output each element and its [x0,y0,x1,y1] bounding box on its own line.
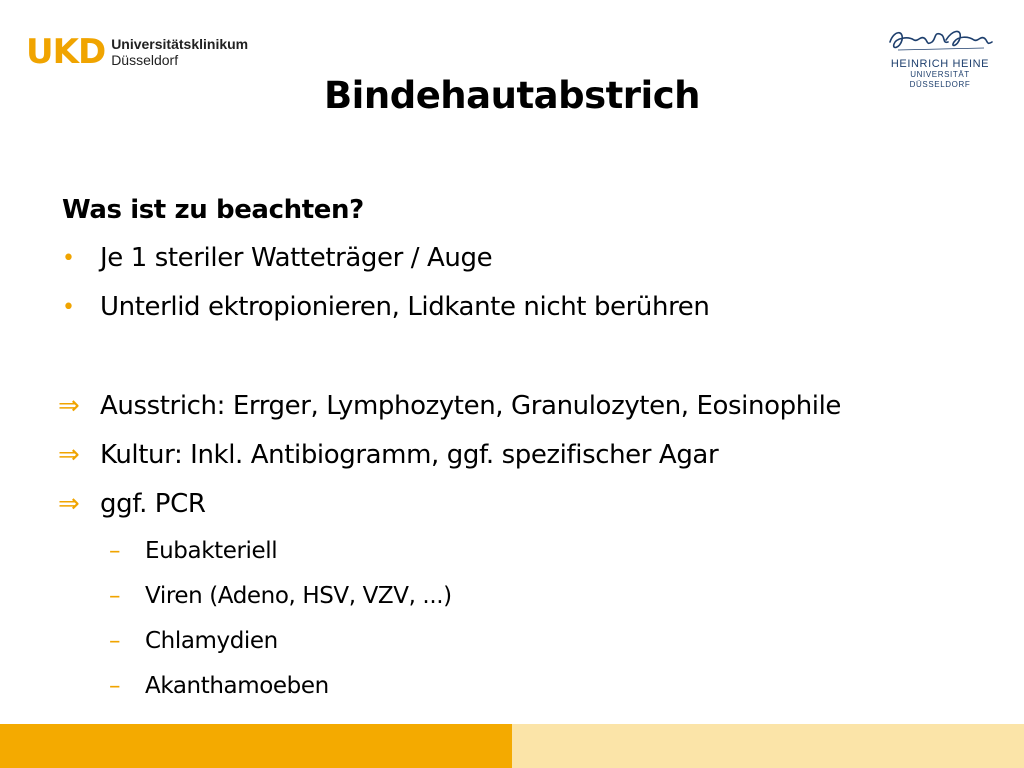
ukd-logo-line2: Düsseldorf [111,52,179,68]
hhu-logo-subtitle: UNIVERSITÄT DÜSSELDORF [909,70,971,89]
bullet-item [62,234,1002,283]
sub-item [62,529,1002,574]
dash-icon: – [109,628,121,654]
bullet-text: Je 1 steriler Watteträger / Auge [100,243,493,273]
hhu-signature-icon [884,24,996,58]
sub-item-text: Akanthamoeben [145,673,329,699]
ukd-logo-mark: UKD [26,32,106,72]
ukd-logo-line1: Universitätsklinikum [111,36,249,52]
sub-item [62,619,1002,664]
bullet-item [62,283,1002,332]
double-arrow-icon: ⇒ [58,440,80,470]
ukd-logo-text [111,36,248,68]
slide-content [58,186,1002,709]
double-arrow-icon: ⇒ [58,489,80,519]
implication-item [58,382,1002,431]
implication-text: ggf. PCR [100,489,206,519]
sub-item [62,574,1002,619]
section-heading: Was ist zu beachten? [62,195,364,225]
implication-item [58,431,1002,480]
sub-item [62,664,1002,709]
implication-text: Ausstrich: Errger, Lymphozyten, Granulozyten, Eosinophile [100,391,842,421]
bullet-text: Unterlid ektropionieren, Lidkante nicht berühren [100,292,710,322]
bullet-icon: • [62,295,75,320]
slide-title: Bindehautabstrich [323,74,700,117]
dash-icon: – [109,538,121,564]
ukd-logo [26,34,248,70]
dash-icon: – [109,583,121,609]
implication-text: Kultur: Inkl. Antibiogramm, ggf. spezifischer Agar [100,440,719,470]
sub-item-text: Chlamydien [145,628,278,654]
bullet-icon: • [62,246,75,271]
footer-bar-right [512,724,1024,768]
footer-bar-left [0,724,512,768]
hhu-logo-name: HEINRICH HEINE [890,58,990,70]
double-arrow-icon: ⇒ [58,391,80,421]
sub-item-text: Eubakteriell [145,538,278,564]
dash-icon: – [109,673,121,699]
sub-item-text: Viren (Adeno, HSV, VZV, ...) [145,583,452,609]
implication-item [58,480,1002,529]
spacer [62,332,1002,382]
